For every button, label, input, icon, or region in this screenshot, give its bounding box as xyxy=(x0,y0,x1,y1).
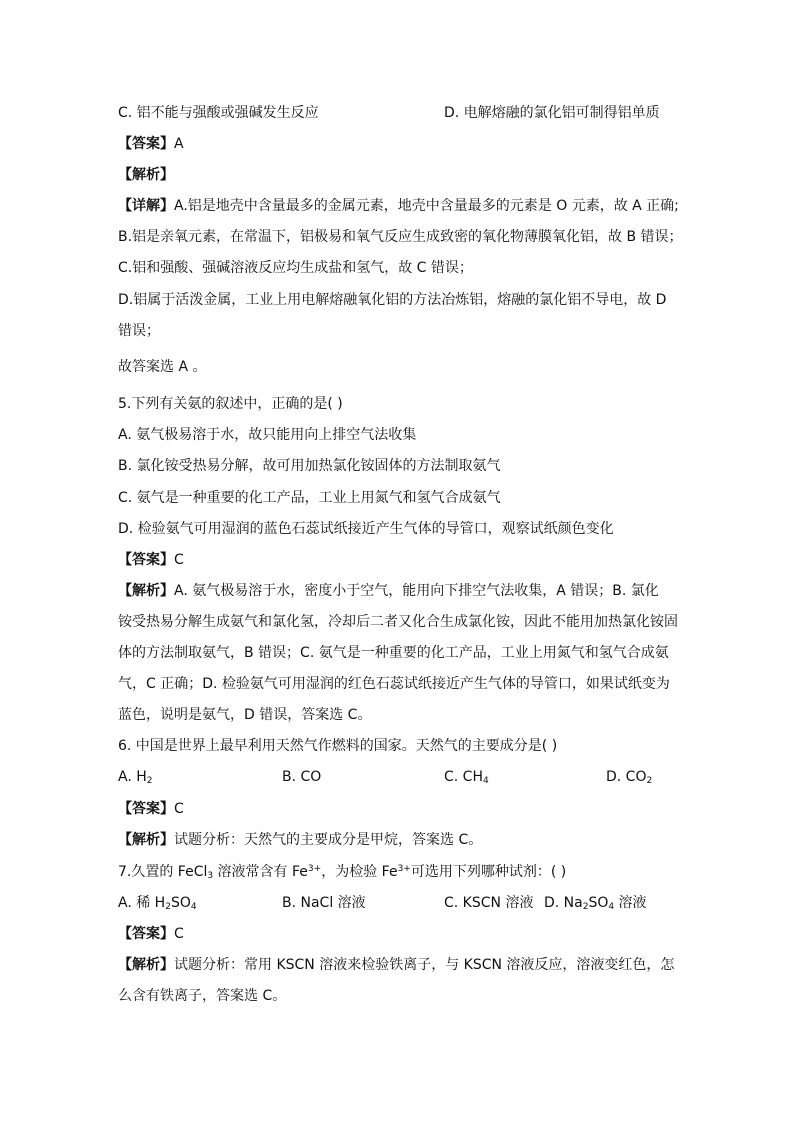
q5-option-c: C. 氨气是一种重要的化工产品，工业上用氮气和氢气合成氨气 xyxy=(118,490,501,506)
q6-analysis-text: 试题分析：天然气的主要成分是甲烷，答案选 C。 xyxy=(174,832,483,848)
q5-analysis-1-text: A. 氨气极易溶于水，密度小于空气，能用向下排空气法收集，A 错误；B. 氯化 xyxy=(174,583,659,599)
subscript: 4 xyxy=(608,902,615,912)
q4-detail-1-text: A.铝是地壳中含量最多的金属元素，地壳中含量最多的元素是 O 元素，故 A 正确; xyxy=(174,198,679,214)
q7-stem-part: ，为检验 Fe xyxy=(321,864,398,880)
q5-analysis-3: 体的方法制取氨气，B 错误；C. 氨气是一种重要的化工产品，工业上用氮气和氢气合成氨 xyxy=(118,645,669,661)
q5-option-a: A. 氨气极易溶于水，故只能用向上排空气法收集 xyxy=(118,427,417,443)
q7-analysis-1-text: 试题分析：常用 KSCN 溶液来检验铁离子，与 KSCN 溶液反应，溶液变红色，怎 xyxy=(174,957,675,973)
q7-stem-part: 溶液常含有 Fe xyxy=(213,864,308,880)
subscript: 2 xyxy=(165,902,171,912)
q7-option-a-text: SO xyxy=(170,895,191,911)
q7-option-d-text: 溶液 xyxy=(614,895,647,911)
q5-stem: 5.下列有关氨的叙述中，正确的是( ) xyxy=(118,396,343,412)
q6-option-a-text: A. H xyxy=(118,769,147,785)
q5-analysis-1 xyxy=(118,581,659,601)
q5-option-d: D. 检验氨气可用湿润的蓝色石蕊试纸接近产生气体的导管口，观察试纸颜色变化 xyxy=(118,521,614,537)
q7-analysis-2: 么含有铁离子，答案选 C。 xyxy=(118,988,287,1004)
q4-option-c: C. 铝不能与强酸或强碱发生反应 xyxy=(118,105,319,121)
q7-analysis-1 xyxy=(118,955,674,975)
q7-answer-line xyxy=(118,924,184,944)
q7-option-d-text: SO xyxy=(588,895,609,911)
q5-option-b: B. 氯化铵受热易分解，故可用加热氯化铵固体的方法制取氨气 xyxy=(118,458,501,474)
q7-option-a xyxy=(118,893,197,913)
subscript: 4 xyxy=(482,776,489,786)
q5-analysis-5: 蓝色，说明是氨气，D 错误，答案选 C。 xyxy=(118,707,372,723)
q4-answer: A xyxy=(174,136,184,152)
subscript: 2 xyxy=(146,776,153,786)
superscript: 3+ xyxy=(307,864,322,874)
q6-option-b: B. CO xyxy=(282,769,322,785)
q5-answer-line xyxy=(118,550,184,570)
q7-stem xyxy=(118,862,566,882)
answer-label: 【答案】 xyxy=(118,801,174,817)
q4-detail-1 xyxy=(118,196,679,216)
q4-analysis-label: 【解析】 xyxy=(118,167,174,183)
analysis-label: 【解析】 xyxy=(118,957,174,973)
q6-option-a xyxy=(118,767,153,787)
q7-stem-part: 可选用下列哪种试剂：( ) xyxy=(410,864,567,880)
q7-option-d xyxy=(544,893,647,913)
q7-option-d-text: D. Na xyxy=(544,895,583,911)
subscript: 3 xyxy=(207,871,214,881)
q7-stem-part: 7.久置的 FeCl xyxy=(118,864,208,880)
subscript: 4 xyxy=(190,902,197,912)
q4-detail-2: B.铝是亲氧元素，在常温下，铝极易和氧气反应生成致密的氧化物薄膜氧化铝，故 B 错误； xyxy=(118,229,683,245)
answer-label: 【答案】 xyxy=(118,926,174,942)
subscript: 2 xyxy=(646,776,653,786)
analysis-label: 【解析】 xyxy=(118,832,174,848)
q5-analysis-2: 铵受热易分解生成氨气和氯化氢，冷却后二者又化合生成氯化铵，因此不能用加热氯化铵固 xyxy=(118,614,678,630)
q6-answer-line xyxy=(118,799,184,819)
subscript: 2 xyxy=(582,902,589,912)
q6-option-d-text: D. CO xyxy=(606,769,647,785)
q4-detail-4a: D.铝属于活泼金属，工业上用电解熔融氧化铝的方法冶炼铝，熔融的氯化铝不导电，故 D xyxy=(118,292,667,308)
q6-analysis xyxy=(118,830,482,850)
analysis-label: 【解析】 xyxy=(118,583,174,599)
q6-stem: 6. 中国是世界上最早利用天然气作燃料的国家。天然气的主要成分是( ) xyxy=(118,738,558,754)
q7-option-a-text: A. 稀 H xyxy=(118,895,166,911)
q7-option-c: C. KSCN 溶液 xyxy=(444,895,534,911)
superscript: 3+ xyxy=(397,864,411,874)
q6-option-c xyxy=(444,767,489,787)
q7-option-b: B. NaCl 溶液 xyxy=(282,895,366,911)
q5-analysis-4: 气，C 正确；D. 检验氨气可用湿润的红色石蕊试纸接近产生气体的导管口，如果试纸变为 xyxy=(118,676,670,692)
q6-option-d xyxy=(606,767,652,787)
q6-option-c-text: C. CH xyxy=(444,769,483,785)
q4-conclusion: 故答案选 A 。 xyxy=(118,359,207,375)
q4-detail-4b: 错误； xyxy=(118,323,160,339)
answer-label: 【答案】 xyxy=(118,136,174,152)
q7-answer: C xyxy=(174,926,184,942)
q4-answer-line xyxy=(118,134,184,154)
detail-label: 【详解】 xyxy=(118,198,174,214)
q4-option-d: D. 电解熔融的氯化铝可制得铝单质 xyxy=(444,105,660,121)
q5-answer: C xyxy=(174,552,184,568)
q4-detail-3: C.铝和强酸、强碱溶液反应均生成盐和氢气，故 C 错误； xyxy=(118,260,473,276)
answer-label: 【答案】 xyxy=(118,552,174,568)
q6-answer: C xyxy=(174,801,184,817)
